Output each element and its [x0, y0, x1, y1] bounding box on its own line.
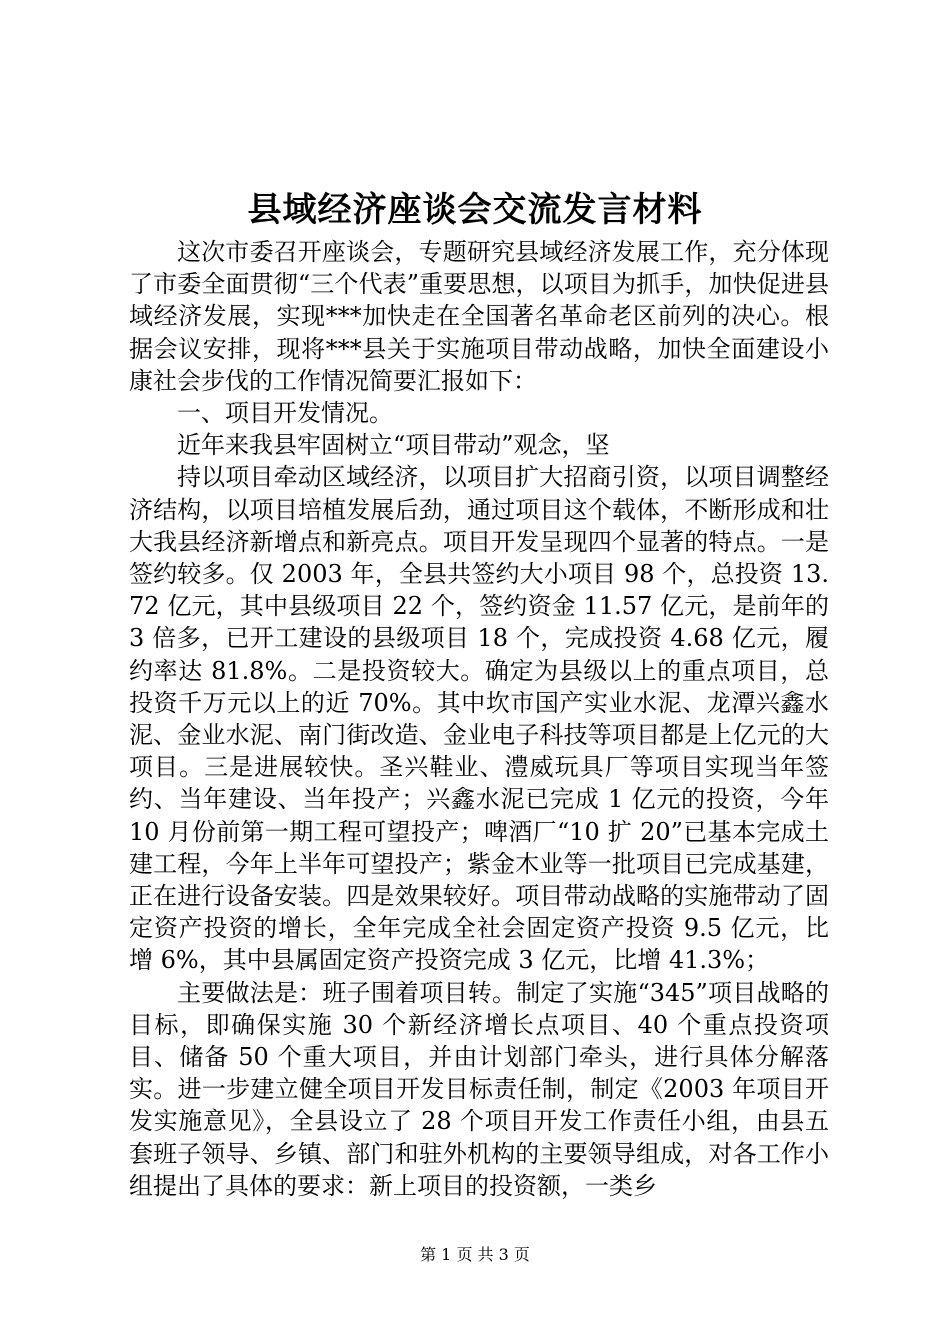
- paragraph-lead-in: 近年来我县牢固树立“项目带动”观念，坚: [177, 431, 610, 460]
- document-title: 县域经济座谈会交流发言材料: [247, 190, 703, 230]
- paragraph-section-heading: 一、项目开发情况。: [177, 399, 393, 428]
- document-body: [129, 236, 829, 1202]
- page-number-footer: 第 1 页 共 3 页: [420, 1245, 530, 1264]
- paragraph-main-practices: 主要做法是：班子围着项目转。制定了实施“345”项目战略的目标，即确保实施 30 个新经济增长点项目、40 个重点投资项目、储备 50 个重大项目，并由计划部门牵头，进行具体分解落实。进一步建立健全项目开发目标责任制，制定《2003 年项目开发实施意见》，全县设立了 28 个项目开发工作责任小组，由县五套班子领导、乡镇、部门和驻外机构的主要领导组成，对各工作小组提出了具体的要求：新上项目的投资额，一类乡: [129, 978, 829, 1200]
- paragraph-project-characteristics: 持以项目牵动区域经济，以项目扩大招商引资，以项目调整经济结构，以项目培植发展后劲，通过项目这个载体，不断形成和壮大我县经济新增点和新亮点。项目开发呈现四个显著的特点。一是签约较多。仅 2003 年，全县共签约大小项目 98 个，总投资 13.72 亿元，其中县级项目 22 个，签约资金 11.57 亿元，是前年的 3 倍多，已开工建设的县级项目 18 个，完成投资 4.68 亿元，履约率达 81.8%。二是投资较大。确定为县级以上的重点项目，总投资千万元以上的近 70%。其中坎市国产实业水泥、龙潭兴鑫水泥、金业水泥、南门街改造、金业电子科技等项目都是上亿元的大项目。三是进展较快。圣兴鞋业、澧威玩具厂等项目实现当年签约、当年建设、当年投产；兴鑫水泥已完成 1 亿元的投资，今年 10 月份前第一期工程可望投产；啤酒厂“10 扩 20”已基本完成土建工程，今年上半年可望投产；紫金木业等一批项目已完成基建，正在进行设备安装。四是效果较好。项目带动战略的实施带动了固定资产投资的增长，全年完成全社会固定资产投资 9.5 亿元，比增 6%，其中县属固定资产投资完成 3 亿元，比增 41.3%；: [129, 463, 829, 975]
- paragraph-intro: 这次市委召开座谈会，专题研究县域经济发展工作，充分体现了市委全面贯彻“三个代表”重要思想，以项目为抓手，加快促进县域经济发展，实现***加快走在全国著名革命老区前列的决心。根据会议安排，现将***县关于实施项目带动战略，加快全面建设小康社会步伐的工作情况简要汇报如下：: [129, 238, 829, 395]
